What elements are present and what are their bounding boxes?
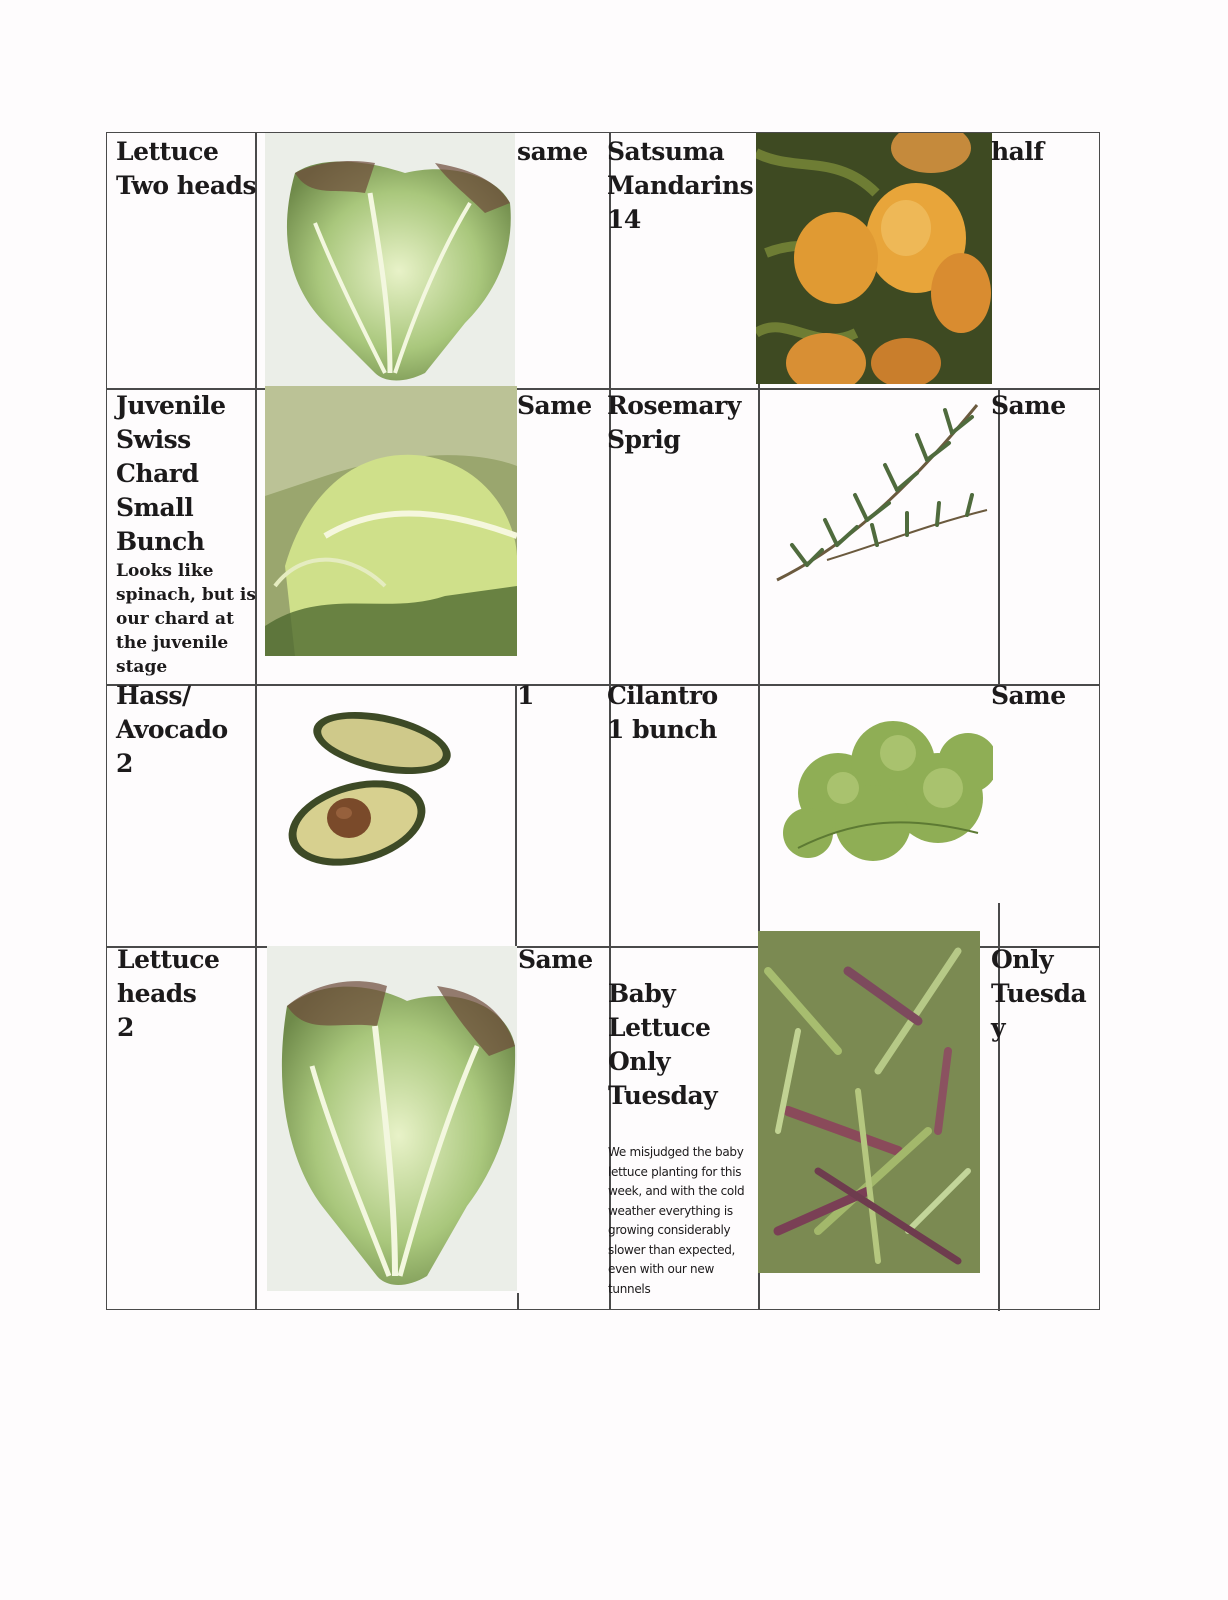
item-name: Satsuma Mandarins 14 [607,137,754,234]
item-name: Juvenile Swiss Chard Small Bunch [116,391,226,556]
status-label: Only Tuesda y [991,945,1087,1042]
item-name: Hass/ Avocado 2 [116,681,228,778]
cilantro-photo [778,703,993,863]
item-cell [116,389,256,679]
item-name: Baby Lettuce Only Tuesday [608,979,718,1110]
item-name: Cilantro 1 bunch [607,681,718,744]
lettuce-photo [265,133,515,388]
column-divider [517,1293,519,1309]
status-label: same [517,137,588,166]
status-label: Same [518,945,593,974]
column-divider [998,388,1000,684]
status-label: Same [991,681,1066,710]
chard-photo [265,386,517,656]
column-divider [515,684,517,946]
mandarins-photo [756,133,992,384]
column-divider [255,133,257,1309]
produce-table [106,132,1100,1310]
item-name: Rosemary Sprig [607,391,741,454]
status-label: half [991,137,1044,166]
rosemary-photo [767,395,992,585]
avocado-photo [287,703,457,868]
status-label: Same [517,391,592,420]
item-name: Lettuce heads 2 [117,945,220,1042]
item-note: We misjudged the baby lettuce planting for this week, and with the cold weather everything is growing considerably slower than expected, even with our new tunnels [608,1145,745,1296]
baby-lettuce-photo [758,931,980,1273]
item-cell [608,977,744,1299]
item-note: Looks like spinach, but is our chard at the juvenile stage [116,561,256,677]
item-name: Lettuce Two heads [116,137,257,200]
lettuce-photo [267,946,517,1291]
status-label: 1 [517,681,534,710]
status-label: Same [991,391,1066,420]
